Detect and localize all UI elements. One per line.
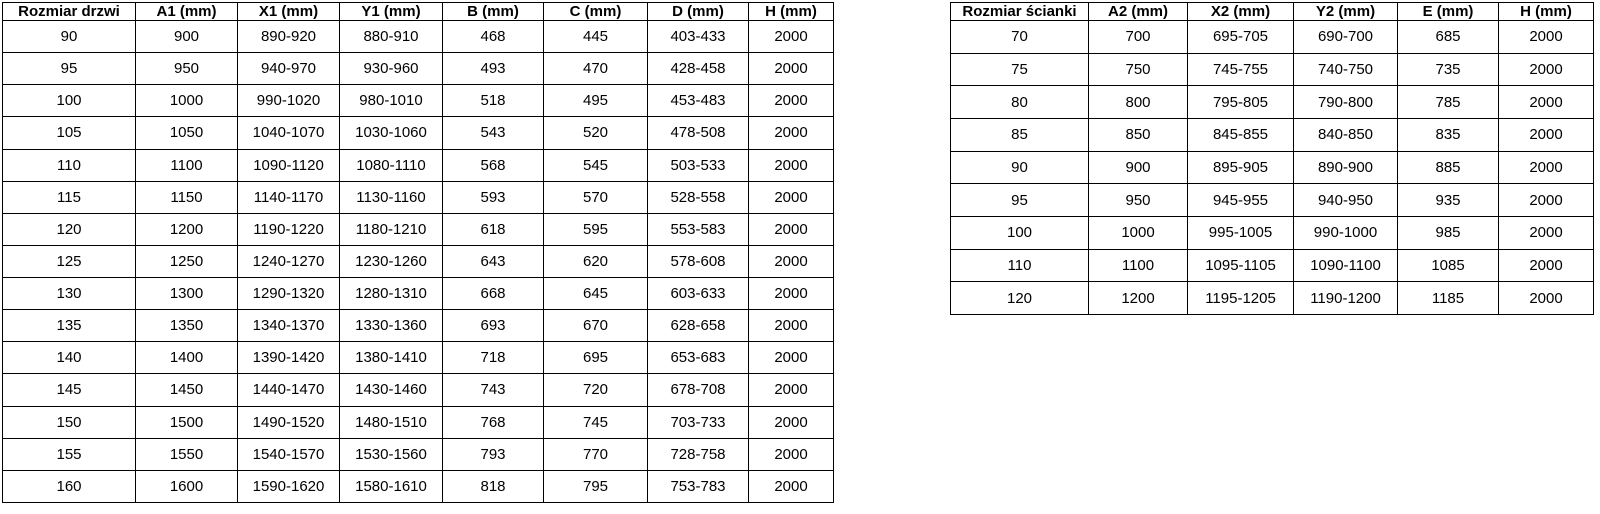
table-cell: 593 [443, 181, 544, 213]
table-cell: 768 [443, 406, 544, 438]
table-cell: 770 [544, 438, 648, 470]
table-cell: 795-805 [1188, 86, 1294, 119]
header-cell: X2 (mm) [1188, 3, 1294, 21]
table-cell: 653-683 [648, 342, 749, 374]
table-cell: 790-800 [1294, 86, 1398, 119]
table-cell: 135 [3, 310, 136, 342]
table-cell: 1090-1100 [1294, 249, 1398, 282]
table-cell: 445 [544, 21, 648, 53]
header-cell: B (mm) [443, 3, 544, 21]
header-cell: H (mm) [1499, 3, 1594, 21]
table-row [3, 213, 834, 245]
table-cell: 900 [136, 21, 238, 53]
table-cell: 503-533 [648, 149, 749, 181]
table-row [3, 438, 834, 470]
table-cell: 743 [443, 374, 544, 406]
wall-size-table [950, 2, 1594, 315]
table-cell: 2000 [749, 342, 834, 374]
table-cell: 753-783 [648, 470, 749, 502]
table-cell: 1140-1170 [238, 181, 340, 213]
table-row [951, 282, 1594, 315]
table-row [951, 151, 1594, 184]
table-cell: 668 [443, 278, 544, 310]
table-cell: 2000 [749, 21, 834, 53]
table-cell: 70 [951, 21, 1089, 54]
table-cell: 125 [3, 245, 136, 277]
table-cell: 568 [443, 149, 544, 181]
table-cell: 518 [443, 85, 544, 117]
table-cell: 150 [3, 406, 136, 438]
table-cell: 1250 [136, 245, 238, 277]
table-cell: 695-705 [1188, 21, 1294, 54]
table-cell: 1185 [1398, 282, 1499, 315]
table-cell: 545 [544, 149, 648, 181]
table-cell: 1330-1360 [340, 310, 443, 342]
table-row [951, 53, 1594, 86]
header-cell: Y2 (mm) [1294, 3, 1398, 21]
table-row [3, 149, 834, 181]
table-cell: 2000 [1499, 282, 1594, 315]
table-cell: 85 [951, 118, 1089, 151]
table-row [3, 181, 834, 213]
table-cell: 670 [544, 310, 648, 342]
table-cell: 700 [1089, 21, 1188, 54]
table-cell: 2000 [749, 245, 834, 277]
table-row [3, 374, 834, 406]
table-cell: 493 [443, 53, 544, 85]
table-cell: 1390-1420 [238, 342, 340, 374]
table-cell: 618 [443, 213, 544, 245]
table-cell: 1100 [1089, 249, 1188, 282]
table-row [3, 470, 834, 502]
table-cell: 528-558 [648, 181, 749, 213]
table-cell: 1230-1260 [340, 245, 443, 277]
table-cell: 2000 [1499, 118, 1594, 151]
table-cell: 2000 [749, 310, 834, 342]
table-row [3, 278, 834, 310]
table-row [3, 310, 834, 342]
table-cell: 1050 [136, 117, 238, 149]
table-cell: 1090-1120 [238, 149, 340, 181]
table-cell: 1430-1460 [340, 374, 443, 406]
table-cell: 1190-1220 [238, 213, 340, 245]
table-cell: 2000 [749, 181, 834, 213]
table-cell: 800 [1089, 86, 1188, 119]
table-row [3, 21, 834, 53]
table-cell: 885 [1398, 151, 1499, 184]
table-cell: 1085 [1398, 249, 1499, 282]
table-cell: 620 [544, 245, 648, 277]
table-cell: 1530-1560 [340, 438, 443, 470]
table-cell: 1130-1160 [340, 181, 443, 213]
table-cell: 1000 [136, 85, 238, 117]
table-cell: 120 [951, 282, 1089, 315]
table-cell: 990-1020 [238, 85, 340, 117]
table-cell: 1540-1570 [238, 438, 340, 470]
table-cell: 1180-1210 [340, 213, 443, 245]
table-row [951, 216, 1594, 249]
table-cell: 2000 [749, 470, 834, 502]
table-cell: 728-758 [648, 438, 749, 470]
table-cell: 745 [544, 406, 648, 438]
table-cell: 740-750 [1294, 53, 1398, 86]
table-cell: 160 [3, 470, 136, 502]
header-cell: Rozmiar ścianki [951, 3, 1089, 21]
table-row [951, 184, 1594, 217]
table-cell: 1550 [136, 438, 238, 470]
table-cell: 95 [3, 53, 136, 85]
table-cell: 140 [3, 342, 136, 374]
table-cell: 945-955 [1188, 184, 1294, 217]
table-cell: 1280-1310 [340, 278, 443, 310]
table-cell: 1200 [136, 213, 238, 245]
table-cell: 1350 [136, 310, 238, 342]
table-cell: 1490-1520 [238, 406, 340, 438]
table-cell: 940-950 [1294, 184, 1398, 217]
table-cell: 2000 [749, 213, 834, 245]
table-cell: 2000 [749, 438, 834, 470]
table-cell: 628-658 [648, 310, 749, 342]
table-cell: 850 [1089, 118, 1188, 151]
header-cell: A1 (mm) [136, 3, 238, 21]
table-cell: 2000 [749, 85, 834, 117]
table-cell: 130 [3, 278, 136, 310]
table-row [951, 249, 1594, 282]
table-cell: 603-633 [648, 278, 749, 310]
table-cell: 1190-1200 [1294, 282, 1398, 315]
table-cell: 403-433 [648, 21, 749, 53]
table-row [3, 85, 834, 117]
table-cell: 1040-1070 [238, 117, 340, 149]
header-cell: Rozmiar drzwi [3, 3, 136, 21]
table-cell: 835 [1398, 118, 1499, 151]
table-cell: 1240-1270 [238, 245, 340, 277]
table-cell: 90 [951, 151, 1089, 184]
table-cell: 478-508 [648, 117, 749, 149]
table-cell: 643 [443, 245, 544, 277]
table-cell: 695 [544, 342, 648, 374]
table-cell: 995-1005 [1188, 216, 1294, 249]
table-cell: 1380-1410 [340, 342, 443, 374]
header-row [3, 3, 834, 21]
table-cell: 470 [544, 53, 648, 85]
table-cell: 930-960 [340, 53, 443, 85]
table-cell: 1000 [1089, 216, 1188, 249]
table-cell: 90 [3, 21, 136, 53]
header-cell: A2 (mm) [1089, 3, 1188, 21]
table-cell: 795 [544, 470, 648, 502]
header-cell: C (mm) [544, 3, 648, 21]
table-cell: 678-708 [648, 374, 749, 406]
table-cell: 745-755 [1188, 53, 1294, 86]
table-cell: 1500 [136, 406, 238, 438]
table-row [3, 342, 834, 374]
table-row [3, 117, 834, 149]
table-cell: 1440-1470 [238, 374, 340, 406]
header-row [951, 3, 1594, 21]
table-cell: 578-608 [648, 245, 749, 277]
table-cell: 2000 [1499, 151, 1594, 184]
table-cell: 155 [3, 438, 136, 470]
table-cell: 1100 [136, 149, 238, 181]
table-row [3, 406, 834, 438]
table-cell: 2000 [749, 374, 834, 406]
table-cell: 690-700 [1294, 21, 1398, 54]
table-cell: 840-850 [1294, 118, 1398, 151]
table-cell: 2000 [1499, 184, 1594, 217]
table-cell: 1480-1510 [340, 406, 443, 438]
table-cell: 495 [544, 85, 648, 117]
header-cell: H (mm) [749, 3, 834, 21]
table-row [951, 86, 1594, 119]
table-cell: 1590-1620 [238, 470, 340, 502]
table-cell: 1600 [136, 470, 238, 502]
table-cell: 1095-1105 [1188, 249, 1294, 282]
table-cell: 1195-1205 [1188, 282, 1294, 315]
table-cell: 453-483 [648, 85, 749, 117]
table-cell: 693 [443, 310, 544, 342]
table-cell: 1290-1320 [238, 278, 340, 310]
header-cell: X1 (mm) [238, 3, 340, 21]
table-cell: 75 [951, 53, 1089, 86]
header-cell: Y1 (mm) [340, 3, 443, 21]
table-cell: 110 [951, 249, 1089, 282]
table-row [3, 245, 834, 277]
table-cell: 1150 [136, 181, 238, 213]
table-cell: 890-920 [238, 21, 340, 53]
table-cell: 880-910 [340, 21, 443, 53]
table-cell: 145 [3, 374, 136, 406]
table-cell: 2000 [749, 149, 834, 181]
table-cell: 100 [3, 85, 136, 117]
table-cell: 520 [544, 117, 648, 149]
table-cell: 845-855 [1188, 118, 1294, 151]
table-cell: 428-458 [648, 53, 749, 85]
table-cell: 468 [443, 21, 544, 53]
table-cell: 735 [1398, 53, 1499, 86]
table-cell: 718 [443, 342, 544, 374]
table-cell: 543 [443, 117, 544, 149]
table-cell: 2000 [1499, 21, 1594, 54]
table-cell: 2000 [1499, 86, 1594, 119]
table-cell: 120 [3, 213, 136, 245]
table-cell: 100 [951, 216, 1089, 249]
table-cell: 80 [951, 86, 1089, 119]
table-cell: 1400 [136, 342, 238, 374]
table-cell: 2000 [749, 53, 834, 85]
table-cell: 1300 [136, 278, 238, 310]
table-cell: 570 [544, 181, 648, 213]
table-cell: 115 [3, 181, 136, 213]
table-cell: 105 [3, 117, 136, 149]
table-cell: 2000 [749, 278, 834, 310]
table-cell: 940-970 [238, 53, 340, 85]
table-cell: 818 [443, 470, 544, 502]
header-cell: D (mm) [648, 3, 749, 21]
table-cell: 1080-1110 [340, 149, 443, 181]
header-cell: E (mm) [1398, 3, 1499, 21]
table-row [951, 118, 1594, 151]
table-cell: 685 [1398, 21, 1499, 54]
table-cell: 785 [1398, 86, 1499, 119]
table-row [3, 53, 834, 85]
door-size-table [2, 2, 834, 503]
table-cell: 950 [1089, 184, 1188, 217]
table-cell: 2000 [1499, 216, 1594, 249]
table-cell: 950 [136, 53, 238, 85]
table-cell: 1450 [136, 374, 238, 406]
table-row [951, 21, 1594, 54]
table-cell: 900 [1089, 151, 1188, 184]
table-cell: 1580-1610 [340, 470, 443, 502]
table-cell: 645 [544, 278, 648, 310]
table-cell: 895-905 [1188, 151, 1294, 184]
table-cell: 985 [1398, 216, 1499, 249]
table-cell: 703-733 [648, 406, 749, 438]
table-cell: 750 [1089, 53, 1188, 86]
table-cell: 110 [3, 149, 136, 181]
table-cell: 2000 [1499, 249, 1594, 282]
table-cell: 95 [951, 184, 1089, 217]
table-cell: 553-583 [648, 213, 749, 245]
table-cell: 990-1000 [1294, 216, 1398, 249]
table-cell: 793 [443, 438, 544, 470]
table-cell: 595 [544, 213, 648, 245]
table-cell: 2000 [749, 406, 834, 438]
table-cell: 720 [544, 374, 648, 406]
table-cell: 2000 [1499, 53, 1594, 86]
table-cell: 980-1010 [340, 85, 443, 117]
table-cell: 2000 [749, 117, 834, 149]
table-cell: 890-900 [1294, 151, 1398, 184]
table-cell: 1200 [1089, 282, 1188, 315]
table-cell: 1030-1060 [340, 117, 443, 149]
table-cell: 1340-1370 [238, 310, 340, 342]
table-cell: 935 [1398, 184, 1499, 217]
